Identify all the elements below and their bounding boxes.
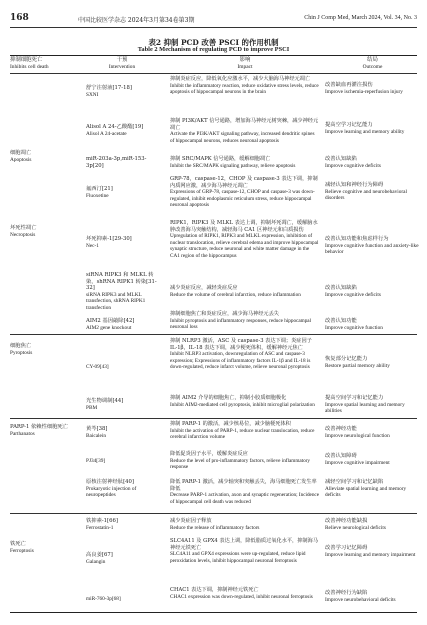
impact-cn: 减少炎症因子释放 — [170, 518, 212, 524]
group-label-cn: 坏死性凋亡 — [10, 225, 37, 231]
intervention-en: PJ34[39] — [86, 458, 106, 464]
impact-cn: RIPK1，RIPK3 及 MLKL 表达上调，抑制坏死凋亡，缓解脑水肿改善海马突触结构，减轻海马 CA1 区神经元和白质损伤 — [170, 220, 318, 233]
column-header-label: 影响 — [239, 57, 251, 63]
table-title-cn: 表2 抑制 PCD 改善 PSCI 的作用机制 — [148, 38, 279, 47]
group-label-en: Parthanatos — [10, 430, 35, 437]
intervention-en: Alisol A 24-acetate — [86, 130, 127, 137]
outcome-en: Improve cognitive impairment — [325, 459, 390, 466]
column-header-label: Inhibits cell death — [10, 64, 49, 70]
impact-cn: 抑制 SRC/MAPK 信号通路，缓解细胞凋亡 — [170, 156, 271, 162]
outcome-cn: 改善神经功能缺损 — [325, 518, 368, 524]
outcome-cn: 提高空间学习和记忆能力 — [325, 395, 384, 401]
impact-cn: 抑制 PARP-1 的激活，减少核易位，减少脑梗死体积 — [170, 421, 291, 427]
group-label-en: Ferroptosis — [10, 547, 34, 554]
impact-cn: 降低 PARP-1 激活，减少轴突和突触丢失，海马细胞死亡发生率降低 — [170, 479, 317, 492]
intervention-cn: siRNA RIPK3 和 MLKL 转染，shRNA RIPK1 转染[31-32] — [86, 272, 157, 292]
intervention-cn: 舒宁注射液[17-18] — [86, 85, 132, 91]
outcome-en: Relieve neurological deficits — [325, 524, 386, 531]
outcome-cn: 减轻认知和神经行为障碍 — [325, 182, 384, 188]
group-label-en: Apoptosis — [10, 156, 32, 163]
impact-cn: 抑制炎症反应，降低氧化应激水平，减少大脑海马神经元凋亡 — [170, 76, 311, 82]
impact-cn: 抑制细胞焦亡和炎症反应，减少海马神经元丢失 — [170, 311, 279, 317]
intervention-cn: 黄芩[38] — [86, 426, 108, 432]
outcome-en: Improve spatial learning and memory abilities — [325, 401, 405, 415]
column-header-label: 抑制细胞死亡 — [10, 57, 43, 63]
column-header-label: 结局 — [367, 57, 378, 63]
group-label-cn: PARP-1 依赖性细胞死亡 — [10, 424, 69, 430]
impact-en: Inhibit the activation of PARP-1, reduce nuclear translocation, reduce cerebral infarction volume — [170, 427, 315, 441]
outcome-cn: 减轻空间学习和记忆缺陷 — [325, 479, 384, 485]
group-label — [10, 150, 70, 163]
intervention-en: CY-09[43] — [86, 364, 109, 370]
intervention-en: SXNI — [86, 91, 99, 98]
intervention-cn: 氟西汀[21] — [86, 186, 113, 192]
impact-cn: CHAC1 表达下调，抑制神经元铁死亡 — [170, 587, 259, 593]
outcome-cn: 改善学习记忆障碍 — [325, 545, 368, 551]
group-label — [10, 541, 70, 554]
impact-cn: GRP-78，caspase-12，CHOP 及 caspase-3 表达下调，抑制内质网应激，减少海马神经元凋亡 — [170, 176, 318, 189]
outcome-cn: 改善神经行为缺陷 — [325, 590, 368, 596]
intervention-en: Baicalein — [86, 432, 107, 439]
intervention-en: AIM2 gene knockout — [86, 324, 132, 331]
table-title-en: Table 2 Mechanism of regulating PCD to improve PSCI — [137, 46, 290, 53]
column-header-impact — [170, 57, 320, 71]
group-divider — [10, 513, 417, 514]
intervention-cn: 光生物调制[44] — [86, 398, 124, 404]
outcome-cn: 改善认知功能和焦虑样行为 — [325, 236, 389, 242]
column-header-label: 干预 — [116, 57, 128, 63]
outcome-en: Alleviate spatial learning and memory deficits — [325, 485, 407, 499]
group-label — [10, 225, 70, 238]
outcome-cn: 改善神经功能 — [325, 426, 357, 432]
intervention-cn: AIM2 基因敲除[42] — [86, 318, 135, 324]
intervention-en: PBM — [86, 404, 98, 411]
group-divider — [10, 418, 417, 419]
group-label-en: Necroptosis — [10, 231, 36, 238]
outcome-cn: 改善认知缺陷 — [325, 156, 357, 162]
intervention-cn: 高良姜[67] — [86, 552, 113, 558]
impact-en: Upregulation of RIPK1, RIPK3 and MLKL expression, inhibition of nuclear translocation, relieve cerebral edema and improve hippocampal synaptic structure, reduce neuronal and white matter damage in the CA1 region of the hippocampus — [170, 233, 319, 259]
outcome-en: Improve ischemia-reperfusion injury — [325, 88, 403, 95]
intervention-cn: 原核注射神经肽[40] — [86, 479, 134, 485]
impact-cn: 抑制 PI3K/AKT 信号通路，增加海马神经元树突棘，减少神经元凋亡 — [170, 118, 319, 131]
column-header-cell-death — [10, 57, 74, 71]
table-top-rule — [10, 55, 417, 56]
group-label-en: Pyroptosis — [10, 349, 33, 356]
impact-cn: 抑制 NLRP3 激活，ASC 及 caspase-3 表达下调；炎症因子 IL-1β，IL-18 表达下调，减少梗死体积，缓解神经元焦亡 — [170, 338, 312, 351]
impact-en: Activate the PI3K/AKT signaling pathway, increased dendritic spines of hippocampal neurons, reduces neuronal apoptosis — [170, 131, 315, 144]
impact-en: Expressions of GRP-78, caspase-12, CHOP and caspase-3 was down-regulated, inhibit endoplasmic reticulum stress, reduce hippocampal neuronal apoptosis — [170, 189, 315, 209]
outcome-cn: 改善缺血再灌注损伤 — [325, 82, 373, 88]
impact-en: Inhibit the inflammatory reaction, reduce oxidative stress levels, reduce apoptosis of hippocampal neurons in the brain — [170, 82, 319, 96]
intervention-en: Nec-1 — [86, 242, 99, 249]
header-rule — [10, 27, 417, 28]
outcome-cn: 改善认知缺陷 — [325, 285, 357, 291]
outcome-en: Improve cognitive deficits — [325, 162, 381, 169]
outcome-cn: 改善认知障碍 — [325, 453, 357, 459]
group-label-cn: 细胞凋亡 — [10, 150, 32, 156]
outcome-cn: 提高空学习记忆能力 — [325, 122, 373, 128]
impact-cn: 降低促炎因子水平，缓解炎症反应 — [170, 451, 248, 457]
outcome-en: Improve learning and memory ability — [325, 128, 405, 135]
intervention-en: Fluoxetine — [86, 192, 109, 199]
group-divider — [10, 334, 417, 335]
outcome-en: Improve neurobehavioral deficits — [325, 596, 396, 603]
outcome-en: Improve neurological function — [325, 432, 390, 439]
impact-en: CHAC1 expression was down-regulated, inhibit neuronal ferroptosis — [170, 593, 313, 600]
column-header-label: Outcome — [362, 64, 383, 70]
column-header-label: Intervention — [108, 64, 136, 70]
column-header-outcome — [325, 57, 420, 71]
impact-en: Reduce the level of pro-inflammatory factors, relieve inflammatory response — [170, 457, 311, 471]
intervention-en: Galangin — [86, 558, 106, 565]
impact-en: Decrease PARP-1 activation, axon and synaptic regeneration; Incidence of hippocampal cell death was reduced — [170, 492, 320, 505]
running-header — [10, 13, 417, 25]
impact-en: Inhibit pyroptosis and inflammatory responses, reduce hippocampal neuronal loss — [170, 317, 312, 331]
column-header-label: Impact — [237, 64, 253, 70]
outcome-en: Improve cognitive function — [325, 324, 383, 331]
outcome-en: Improve cognitive deficits — [325, 291, 381, 298]
impact-en: Reduce the volume of cerebral infarction, reduce inflammation — [170, 291, 301, 298]
table-header-rule — [10, 73, 417, 74]
group-label — [10, 424, 70, 437]
outcome-en: Improve cognitive function and anxiety-like behavior — [325, 242, 419, 256]
impact-en: Inhibit the SRC/MAPK signaling pathway, relieve apoptosis — [170, 162, 296, 169]
column-header-intervention — [86, 57, 158, 71]
group-label-cn: 铁死亡 — [10, 541, 26, 547]
outcome-en: Relieve cognitive and neurobehavioral disorders — [325, 188, 407, 202]
impact-en: Inhibit AIM2-mediated cell pyroptosis, inhibit microglial polarization — [170, 401, 315, 408]
intervention-cn: 坏死抑素-1[29-30] — [86, 236, 132, 242]
impact-cn: 减少炎症反应，减轻炎症反应 — [170, 285, 238, 291]
intervention-en: siRNA RIPK3 and MLKL transfection, shRNA RIPK1 transfection — [86, 291, 146, 311]
intervention-en: miR-760-3p[68] — [86, 596, 121, 602]
impact-en: Reduce the release of inflammatory factors — [170, 524, 260, 531]
outcome-cn: 改善认知功能 — [325, 318, 357, 324]
group-label-cn: 细胞焦亡 — [10, 343, 32, 349]
outcome-cn: 恢复部分记忆能力 — [325, 356, 368, 362]
outcome-en: Restore partial memory ability — [325, 362, 390, 369]
impact-cn: 抑制 AIM2 介导的细胞焦亡，抑制小胶质细胞极化 — [170, 395, 287, 401]
impact-en: SLC4A11 and GPX4 expressions were up-regulated, reduce lipid peroxidation levels, inhibit hippocampal neuronal ferroptosis — [170, 551, 306, 564]
intervention-cn: 铁抑素-1[66] — [86, 518, 118, 524]
journal-title-en: Chin J Comp Med, March 2024, Vol. 34, No. 3 — [304, 15, 417, 21]
impact-en: Inhibit NLRP3 activation, downregulation of ASC and caspase-3 expression; Expressions of inflammatory factors IL-1β and IL-18 is down-regulated, reduce infarct volume, relieve neuronal pyroptosis — [170, 351, 311, 371]
intervention-en: Prokaryotic injection of neuropeptides — [86, 485, 137, 499]
journal-title-cn: 中国比较医学杂志 2024年3月第34卷第3期 — [78, 17, 195, 24]
intervention-cn: miR-203a-3p,miR-153-3p[20] — [86, 156, 147, 169]
intervention-cn: Alisol A 24-乙酸酯[19] — [86, 124, 144, 130]
intervention-en: Ferrostatin-1 — [86, 524, 114, 531]
impact-cn: SLC4A11 及 GPX4 表达上调，降低脂质过氧化水平，抑制海马神经元铁死亡 — [170, 538, 318, 551]
outcome-en: Improve learning and memory impairment — [325, 551, 416, 558]
group-label — [10, 343, 70, 356]
page-number: 168 — [10, 13, 29, 23]
table-bottom-rule — [10, 612, 417, 613]
